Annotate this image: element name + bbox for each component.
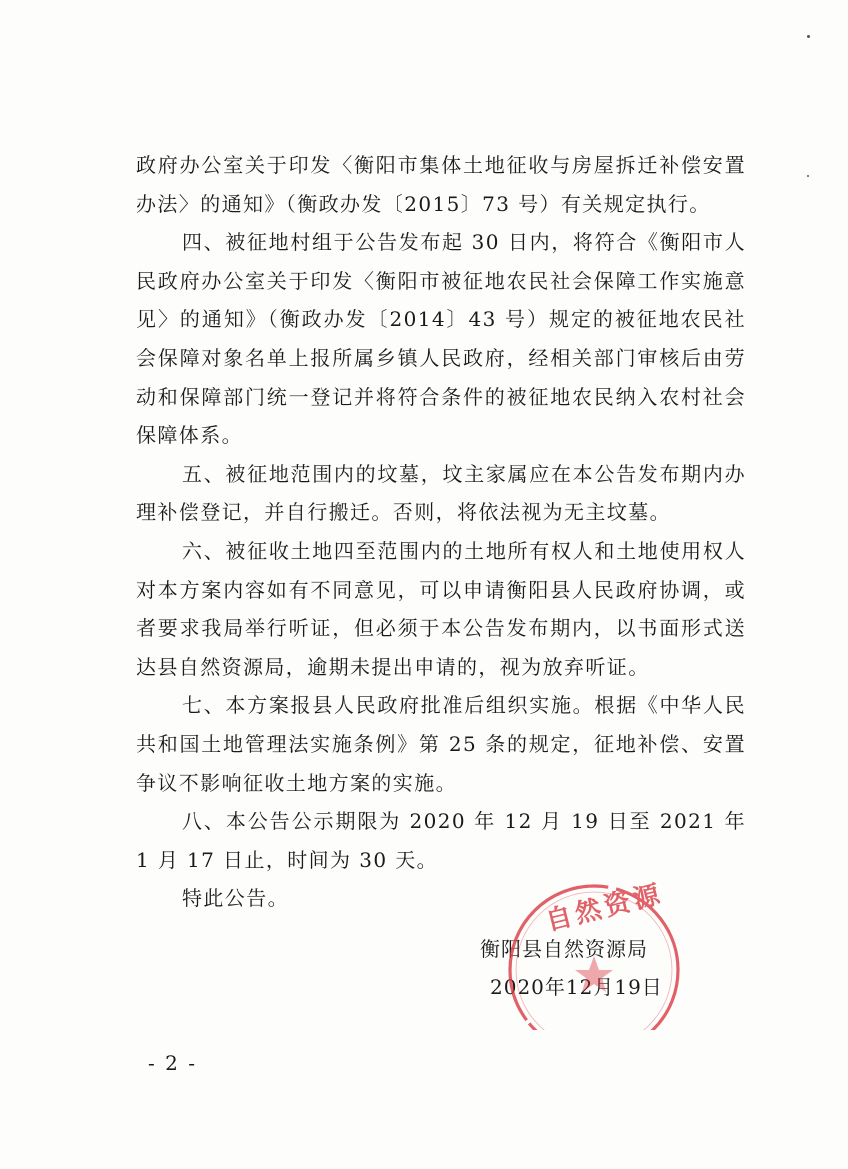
signature-date: 2020年12月19日: [490, 975, 663, 999]
signature-organization: 衡阳县自然资源局: [480, 937, 648, 961]
signature-block: [478, 930, 698, 1006]
document-body: [136, 146, 746, 918]
paragraph-item-8: 八、本公告公示期限为 2020 年 12 月 19 日至 2021 年 1 月 17 日止，时间为 30 天。: [136, 809, 746, 872]
paragraph-item-5: 五、被征地范围内的坟墓，坟主家属应在本公告发布期内办理补偿登记，并自行搬迁。否则，将依法视为无主坟墓。: [136, 461, 746, 525]
scan-speck: [807, 35, 810, 38]
paragraph-continuation: 政府办公室关于印发〈衡阳市集体土地征收与房屋拆迁补偿安置办法〉的通知》（衡政办发〔2015〕73 号）有关规定执行。: [136, 153, 746, 216]
paragraph-closing: 特此公告。: [182, 886, 289, 911]
paragraph-item-6: 六、被征收土地四至范围内的土地所有权人和土地使用权人对本方案内容如有不同意见，可以申请衡阳县人民政府协调，或者要求我局举行听证，但必须于本公告发布期内，以书面形式送达县自然资源局，逾期未提出申请的，视为放弃听证。: [136, 538, 746, 679]
paragraph-item-7: 七、本方案报县人民政府批准后组织实施。根据《中华人民共和国土地管理法实施条例》第 25 条的规定，征地补偿、安置争议不影响征收土地方案的实施。: [136, 693, 746, 795]
seal-text: 自然资源: [542, 878, 667, 938]
scan-speck: [807, 175, 809, 177]
page-number: - 2 -: [148, 1051, 197, 1075]
paragraph-item-4: 四、被征地村组于公告发布起 30 日内，将符合《衡阳市人民政府办公室关于印发〈衡阳市被征地农民社会保障工作实施意见〉的通知》（衡政办发〔2014〕43 号）规定的被征地农民社会保障对象名单上报所属乡镇人民政府，经相关部门审核后由劳动和保障部门统一登记并将符合条件的被征地农民纳入农村社会保障体系。: [136, 230, 746, 448]
